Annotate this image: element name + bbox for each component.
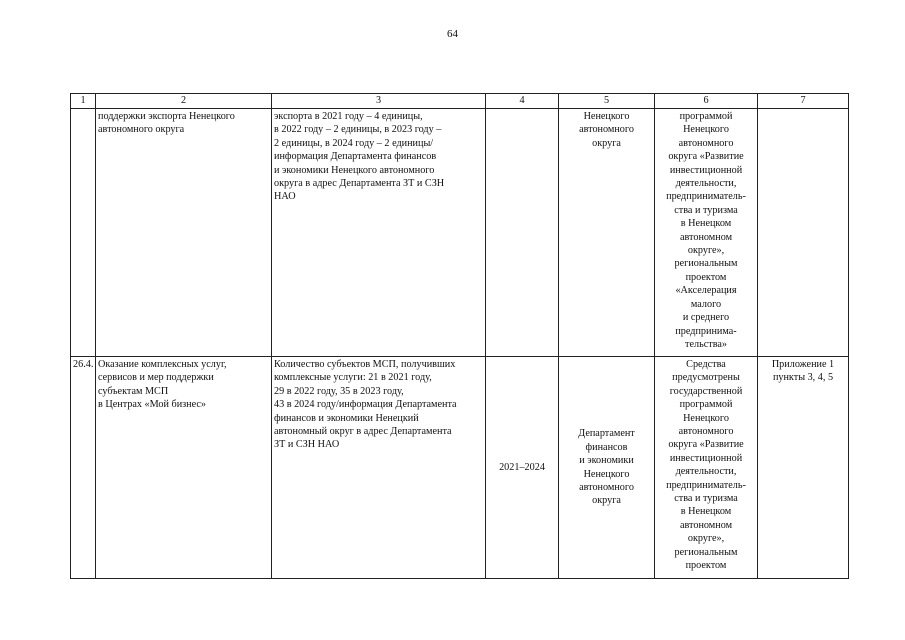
funding-source-cell: Средства предусмотрены государственной программой Ненецкого автономного округа «Развитие инвестиционной деятельности, предприниматель- ства и туризма в Ненецком автономном округе», региональным проектом (655, 357, 758, 579)
measure-cell: поддержки экспорта Ненецкого автономного округа (96, 109, 272, 357)
column-header: 5 (559, 94, 655, 109)
column-header: 2 (96, 94, 272, 109)
column-header: 7 (758, 94, 849, 109)
indicator-cell: экспорта в 2021 году – 4 единицы, в 2022 году – 2 единицы, в 2023 году – 2 единицы, в 2024 году – 2 единицы/ информация Департамента финансов и экономики Ненецкого автономного округа в адрес Департамента ЗТ и СЗН НАО (272, 109, 486, 357)
column-header: 6 (655, 94, 758, 109)
period-cell: 2021–2024 (486, 357, 559, 579)
note-cell: Приложение 1 пункты 3, 4, 5 (758, 357, 849, 579)
period-cell (486, 109, 559, 357)
item-number-cell (71, 109, 96, 357)
column-header: 4 (486, 94, 559, 109)
note-cell (758, 109, 849, 357)
measures-table (70, 93, 849, 579)
page-number: 64 (447, 28, 458, 40)
measure-cell: Оказание комплексных услуг, сервисов и мер поддержки субъектам МСП в Центрах «Мой бизнес» (96, 357, 272, 579)
column-header: 1 (71, 94, 96, 109)
table-row (71, 109, 849, 357)
executor-cell: Департамент финансов и экономики Ненецкого автономного округа (559, 357, 655, 579)
column-header: 3 (272, 94, 486, 109)
executor-cell: Ненецкого автономного округа (559, 109, 655, 357)
table-header-row (71, 94, 849, 109)
funding-source-cell: программой Ненецкого автономного округа «Развитие инвестиционной деятельности, предприниматель- ства и туризма в Ненецком автономном округе», региональным проектом «Акселерация малого и среднего предпринима- тельства» (655, 109, 758, 357)
item-number-cell: 26.4. (71, 357, 96, 579)
table-row (71, 357, 849, 579)
indicator-cell: Количество субъектов МСП, получивших комплексные услуги: 21 в 2021 году, 29 в 2022 году, 35 в 2023 году, 43 в 2024 году/информация Департамента финансов и экономики Ненецкий автономный округ в адрес Департамента ЗТ и СЗН НАО (272, 357, 486, 579)
